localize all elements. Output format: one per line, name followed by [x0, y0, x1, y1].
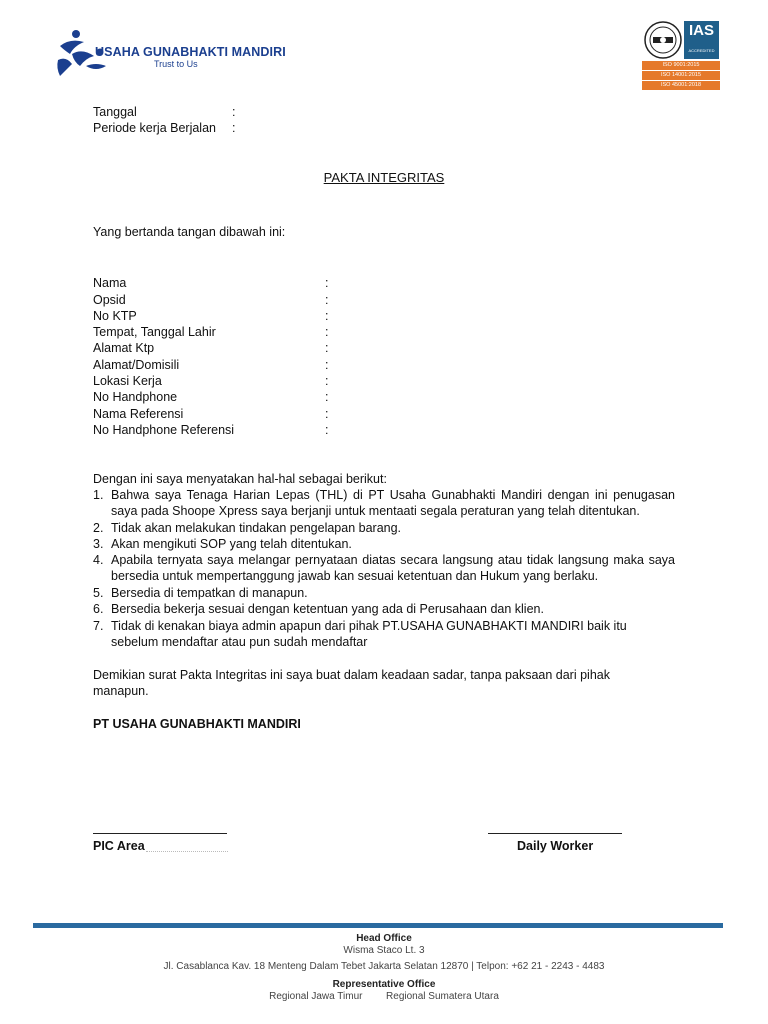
- field-colon: :: [325, 309, 329, 323]
- statement-text: Tidak akan melakukan tindakan pengelapan barang.: [111, 521, 402, 535]
- certification-seal-icon: [644, 21, 682, 59]
- field-colon: :: [325, 390, 329, 404]
- field-label: Alamat Ktp: [93, 341, 155, 355]
- statement-text: Apabila ternyata saya melangar pernyataan diatas secara langsung atau tidak langsung maka saya bersedia untuk mempertanggung jawab kan sesuai ketentuan dan Hukum yang berlaku.: [111, 553, 675, 583]
- ias-label: IAS: [688, 22, 714, 39]
- region-sumatera-utara: Regional Sumatera Utara: [386, 991, 499, 1002]
- field-colon: :: [325, 423, 329, 437]
- field-label: Tempat, Tanggal Lahir: [93, 325, 216, 339]
- footer-rule: [33, 923, 723, 928]
- date-label: Tanggal: [93, 105, 137, 119]
- pic-area-label: PIC Area: [93, 839, 145, 853]
- intro-text: Yang bertanda tangan dibawah ini:: [93, 225, 286, 239]
- field-colon: :: [325, 407, 329, 421]
- company-name: USAHA GUNABHAKTI MANDIRI: [95, 45, 286, 59]
- field-label: No Handphone: [93, 390, 178, 404]
- left-signature-line: [93, 833, 227, 834]
- period-label: Periode kerja Berjalan: [93, 121, 216, 135]
- company-tagline: Trust to Us: [154, 59, 198, 69]
- statement-text: Akan mengikuti SOP yang telah ditentukan.: [111, 537, 352, 551]
- statement-text: Bersedia di tempatkan di manapun.: [111, 586, 308, 600]
- statement-number: 6.: [93, 602, 104, 616]
- statement-number: 4.: [93, 553, 104, 567]
- statement-number: 5.: [93, 586, 104, 600]
- company-signatory: PT USAHA GUNABHAKTI MANDIRI: [93, 717, 301, 731]
- field-label: No KTP: [93, 309, 137, 323]
- iso-45001-label: ISO 45001:2018: [642, 81, 720, 90]
- field-label: No Handphone Referensi: [93, 423, 235, 437]
- regional-offices: [0, 991, 768, 1002]
- field-colon: :: [325, 325, 329, 339]
- field-label: Lokasi Kerja: [93, 374, 162, 388]
- pic-area-dotted-line: [146, 851, 228, 852]
- head-office-building: Wisma Staco Lt. 3: [343, 945, 425, 956]
- region-jawa-timur: Regional Jawa Timur: [269, 991, 363, 1002]
- statement-text: Tidak di kenakan biaya admin apapun dari pihak PT.USAHA GUNABHAKTI MANDIRI baik itu sebelum mendaftar atau pun sudah mendaftar: [111, 619, 627, 649]
- daily-worker-label: Daily Worker: [517, 839, 594, 853]
- field-colon: :: [325, 276, 329, 290]
- field-colon: :: [325, 374, 329, 388]
- document-title: PAKTA INTEGRITAS: [323, 170, 445, 185]
- head-office-label: Head Office: [356, 933, 412, 944]
- field-label: Alamat/Domisili: [93, 358, 180, 372]
- right-signature-line: [488, 833, 622, 834]
- statement-text: Bersedia bekerja sesuai dengan ketentuan yang ada di Perusahaan dan klien.: [111, 602, 544, 616]
- field-colon: :: [325, 293, 329, 307]
- statement-number: 3.: [93, 537, 104, 551]
- period-colon: :: [232, 121, 236, 135]
- statement-number: 7.: [93, 619, 104, 633]
- representative-office-label: Representative Office: [332, 979, 436, 990]
- field-label: Nama: [93, 276, 127, 290]
- statement-text: Bahwa saya Tenaga Harian Lepas (THL) di PT Usaha Gunabhakti Mandiri dengan ini penugasan saya pada Shoope Xpress saya berjanji untuk mentaati segala peraturan yang telah ditentukan.: [111, 488, 675, 518]
- field-colon: :: [325, 358, 329, 372]
- statement-intro: Dengan ini saya menyatakan hal-hal sebagai berikut:: [93, 472, 387, 486]
- field-label: Opsid: [93, 293, 126, 307]
- head-office-address: Jl. Casablanca Kav. 18 Menteng Dalam Tebet Jakarta Selatan 12870 | Telpon: +62 21 - 2243 - 4483: [163, 961, 605, 972]
- closing-text: Demikian surat Pakta Integritas ini saya buat dalam keadaan sadar, tanpa paksaan dari pihak manapun.: [93, 668, 610, 698]
- field-colon: :: [325, 341, 329, 355]
- field-label: Nama Referensi: [93, 407, 184, 421]
- statement-number: 2.: [93, 521, 104, 535]
- statement-number: 1.: [93, 488, 104, 502]
- iso-9001-label: ISO 9001:2015: [642, 61, 720, 70]
- ias-sublabel: ACCREDITED: [688, 48, 715, 53]
- iso-14001-label: ISO 14001:2015: [642, 71, 720, 80]
- date-colon: :: [232, 105, 236, 119]
